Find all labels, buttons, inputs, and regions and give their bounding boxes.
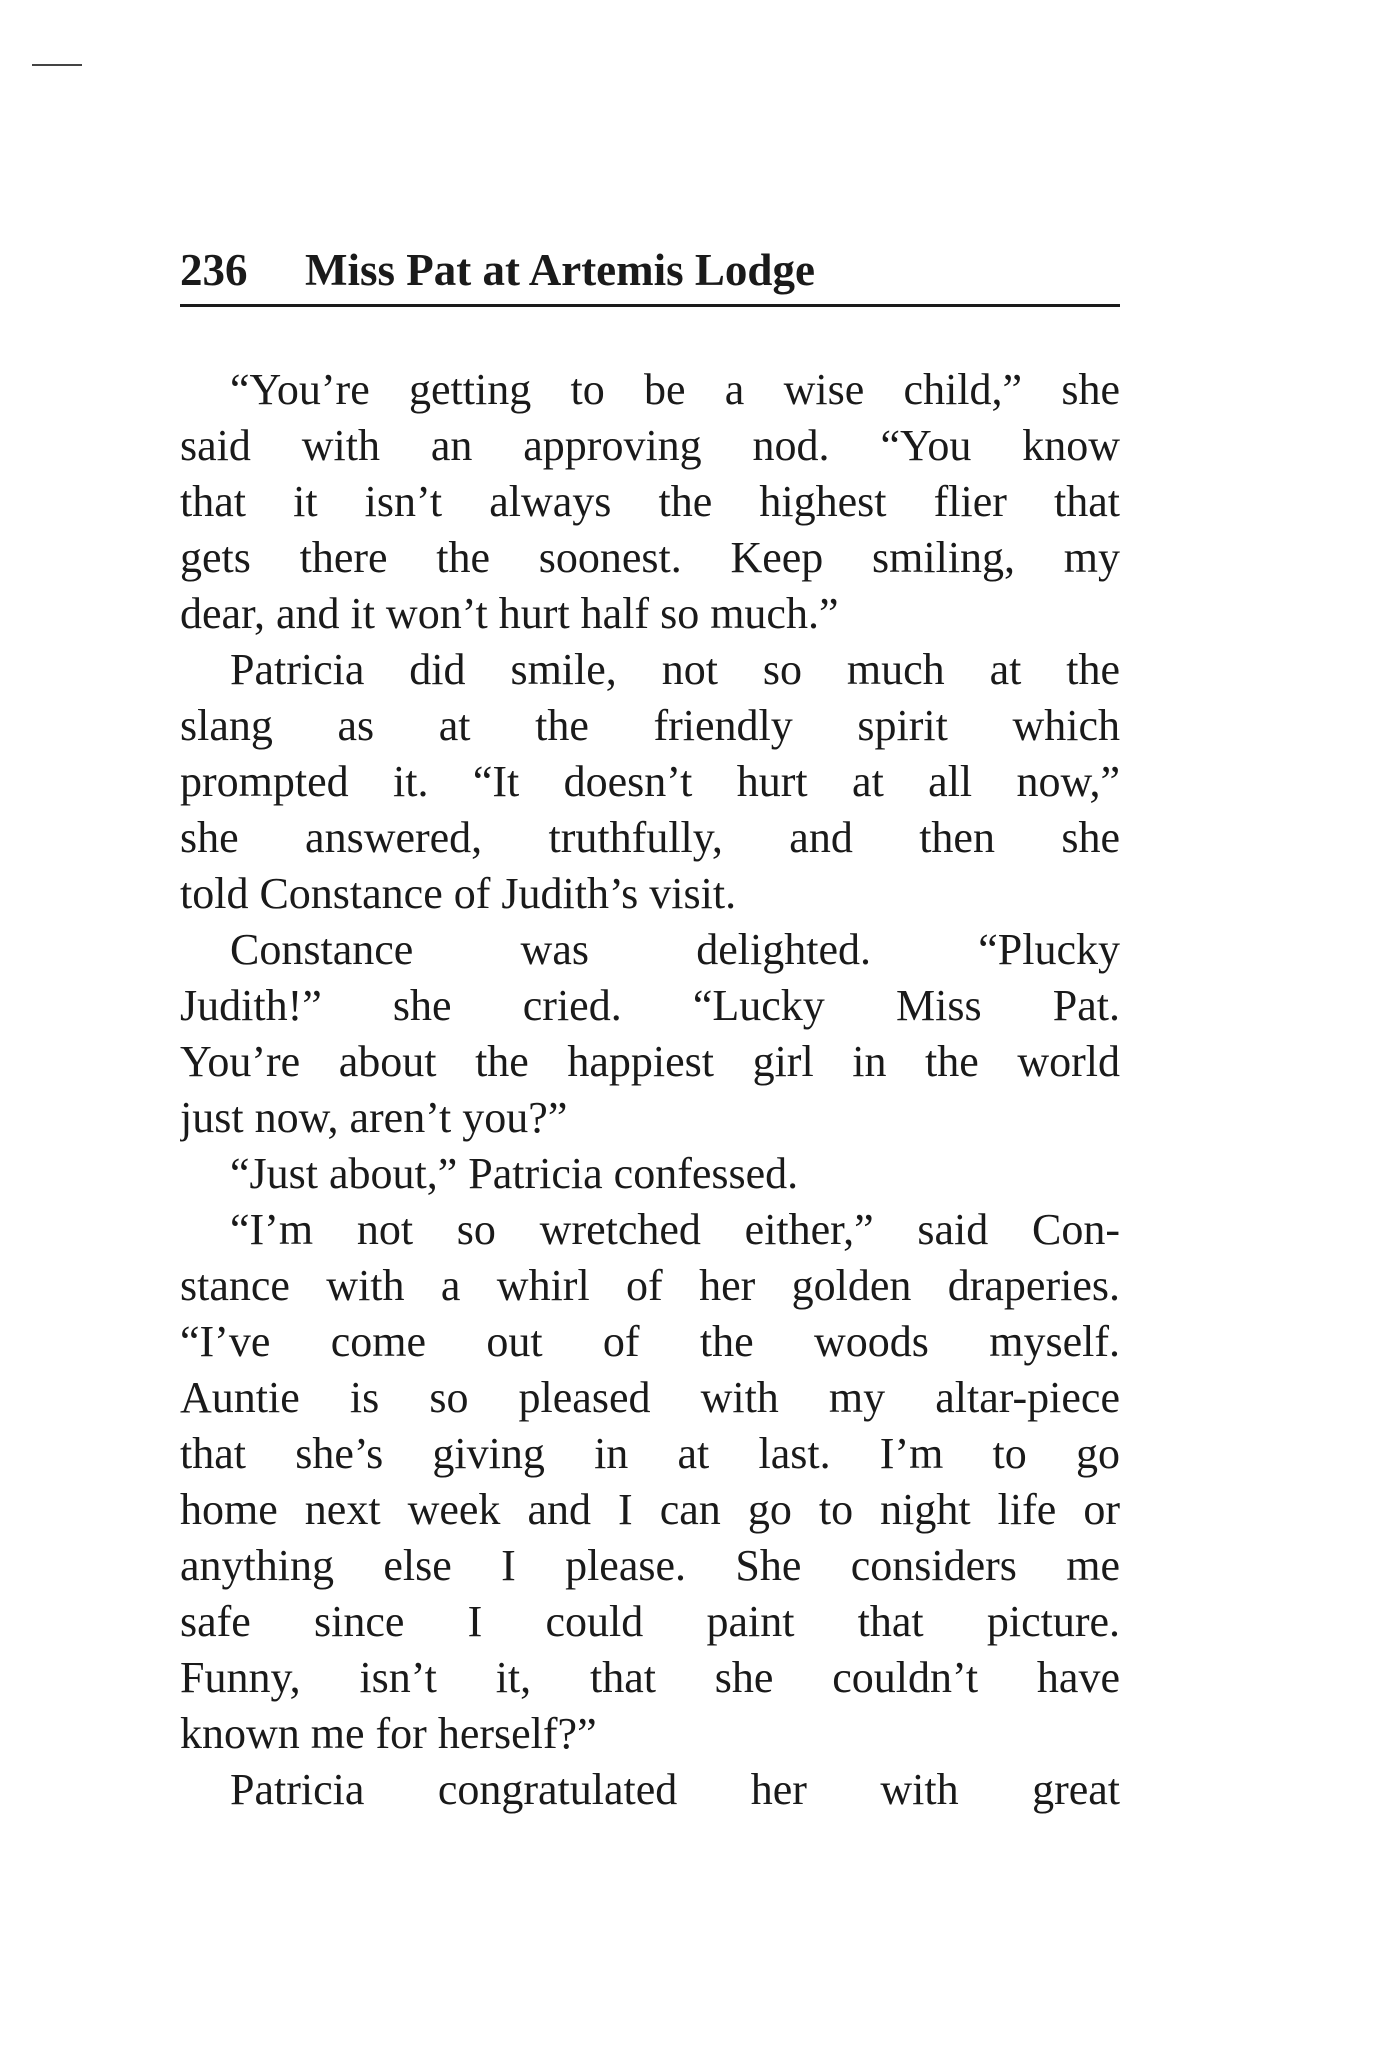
text-line: You’re about the happiest girl in the world [180,1037,1120,1086]
text-line: she answered, truthfully, and then she [180,813,1120,862]
text-line: Judith!” she cried. “Lucky Miss Pat. [180,981,1120,1030]
text-line: slang as at the friendly spirit which [180,701,1120,750]
text-line: just now, aren’t you?” [180,1093,568,1142]
text-line: known me for herself?” [180,1709,597,1758]
page-number: 236 [180,245,248,295]
text-line: Constance was delighted. “Plucky [230,925,1120,974]
text-line: safe since I could paint that picture. [180,1597,1120,1646]
text-line: “I’ve come out of the woods myself. [180,1317,1120,1366]
text-line: told Constance of Judith’s visit. [180,869,737,918]
text-line: anything else I please. She considers me [180,1541,1120,1590]
text-line: Patricia congratulated her with great [230,1765,1120,1814]
header-rule [180,304,1120,307]
text-line: home next week and I can go to night life or [180,1485,1120,1534]
text-line: that she’s giving in at last. I’m to go [180,1429,1120,1478]
text-line: dear, and it won’t hurt half so much.” [180,589,839,638]
text-line: “You’re getting to be a wise child,” she [230,365,1120,414]
text-line: “I’m not so wretched either,” said Con- [230,1205,1120,1254]
text-line: Funny, isn’t it, that she couldn’t have [180,1653,1120,1702]
text-line: said with an approving nod. “You know [180,421,1120,470]
body-text [180,362,1120,1818]
text-line: gets there the soonest. Keep smiling, my [180,533,1120,582]
text-line: prompted it. “It doesn’t hurt at all now,” [180,757,1120,806]
corner-mark [32,64,82,66]
text-line: stance with a whirl of her golden draperies. [180,1261,1120,1310]
text-line: Patricia did smile, not so much at the [230,645,1120,694]
running-head [180,240,1120,300]
text-line: Auntie is so pleased with my altar-piece [180,1373,1120,1422]
text-line: “Just about,” Patricia confessed. [230,1149,799,1198]
running-title: Miss Pat at Artemis Lodge [305,245,815,295]
text-line: that it isn’t always the highest flier that [180,477,1120,526]
